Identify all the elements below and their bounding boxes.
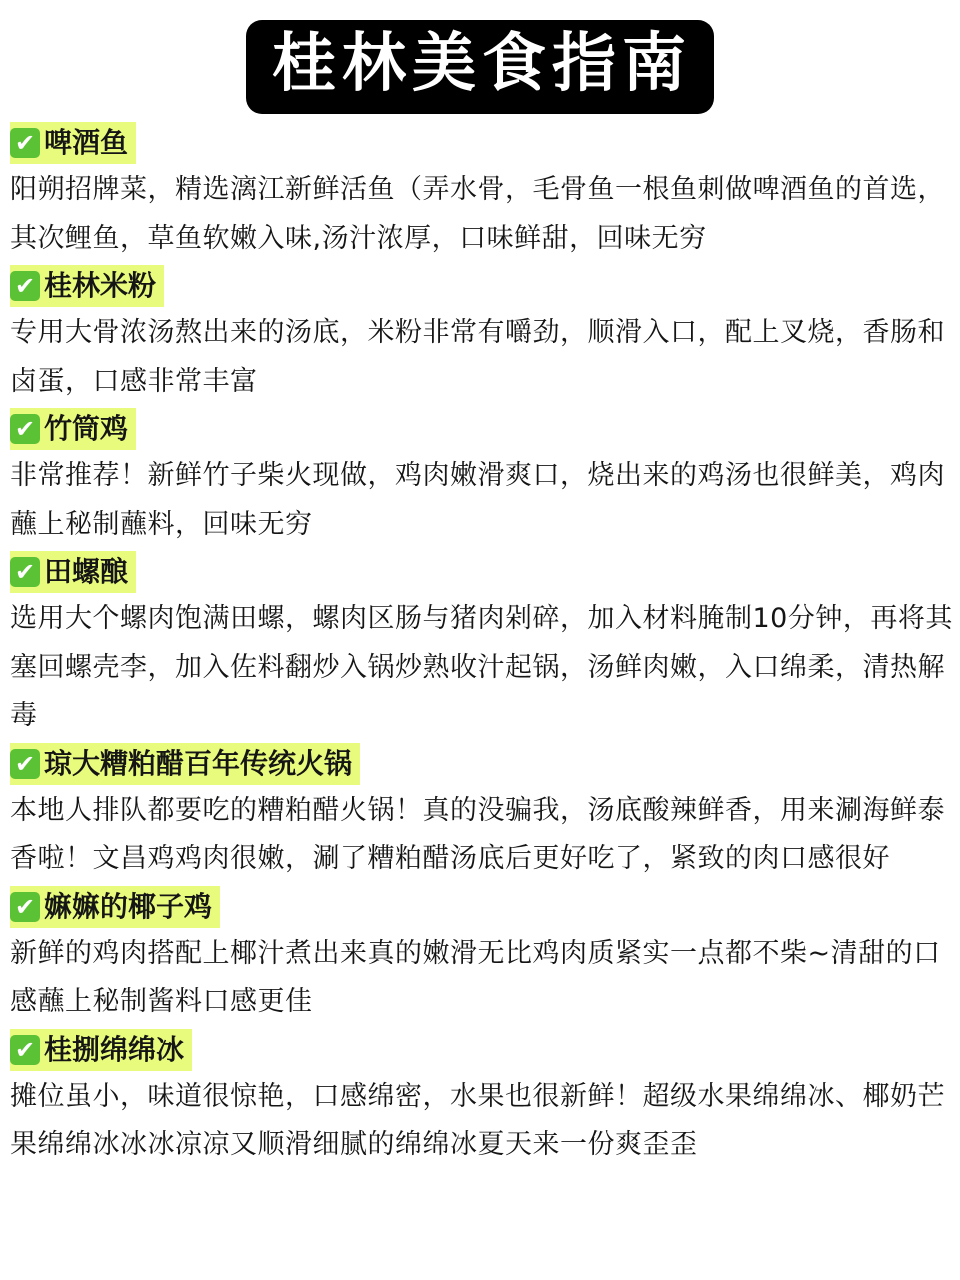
section-description: 非常推荐！新鲜竹子柴火现做，鸡肉嫩滑爽口，烧出来的鸡汤也很鲜美，鸡肉蘸上秘制蘸料，回味无穷 bbox=[10, 460, 945, 540]
section-description: 选用大个螺肉饱满田螺，螺肉区肠与猪肉剁碎，加入材料腌制10分钟，再将其塞回螺壳李，加入佐料翻炒入锅炒熟收汁起锅，汤鲜肉嫩，入口绵柔，清热解毒 bbox=[10, 603, 953, 731]
section-heading bbox=[10, 886, 220, 928]
section-heading bbox=[10, 551, 136, 593]
section-description: 新鲜的鸡肉搭配上椰汁煮出来真的嫩滑无比鸡肉质紧实一点都不柴~清甜的口感蘸上秘制酱料口感更佳 bbox=[10, 937, 941, 1017]
section-heading-label: 田螺酿 bbox=[44, 555, 129, 588]
section-heading bbox=[10, 743, 360, 785]
title-wrapper bbox=[0, 20, 960, 114]
section-heading bbox=[10, 122, 136, 164]
section-guilin-mifen bbox=[10, 265, 955, 406]
section-zhutongji bbox=[10, 408, 955, 549]
guide-content bbox=[10, 122, 955, 1172]
check-icon: ✔ bbox=[10, 128, 40, 158]
section-description: 阳朔招牌菜，精选漓江新鲜活鱼（弄水骨，毛骨鱼一根鱼刺做啤酒鱼的首选，其次鲤鱼，草鱼软嫩入味,汤汁浓厚，口味鲜甜，回味无穷 bbox=[10, 174, 945, 254]
section-pijiuyu bbox=[10, 122, 955, 263]
page-title: 桂林美食指南 bbox=[246, 20, 714, 114]
section-heading-label: 竹筒鸡 bbox=[44, 412, 129, 445]
section-mianmianbing bbox=[10, 1029, 955, 1170]
check-icon: ✔ bbox=[10, 271, 40, 301]
section-description: 摊位虽小，味道很惊艳，口感绵密，水果也很新鲜！超级水果绵绵冰、椰奶芒果绵绵冰冰冰凉凉又顺滑细腻的绵绵冰夏天来一份爽歪歪 bbox=[10, 1080, 945, 1160]
section-heading bbox=[10, 408, 136, 450]
section-heading bbox=[10, 1029, 192, 1071]
section-heading-label: 嫲嫲的椰子鸡 bbox=[44, 889, 213, 923]
check-icon: ✔ bbox=[10, 414, 40, 444]
section-heading bbox=[10, 265, 164, 307]
section-description: 本地人排队都要吃的糟粕醋火锅！真的没骗我，汤底酸辣鲜香，用来涮海鲜泰香啦！文昌鸡鸡肉很嫩，涮了糟粕醋汤底后更好吃了，紧致的肉口感很好 bbox=[10, 794, 945, 874]
check-icon: ✔ bbox=[10, 749, 40, 779]
section-heading-label: 琼大糟粕醋百年传统火锅 bbox=[44, 746, 353, 780]
section-coconut-chicken bbox=[10, 886, 955, 1027]
section-heading-label: 桂捌绵绵冰 bbox=[44, 1032, 185, 1066]
section-description: 专用大骨浓汤熬出来的汤底，米粉非常有嚼劲，顺滑入口，配上叉烧，香肠和卤蛋，口感非常丰富 bbox=[10, 317, 945, 397]
check-icon: ✔ bbox=[10, 1035, 40, 1065]
section-heading-label: 桂林米粉 bbox=[44, 269, 157, 302]
check-icon: ✔ bbox=[10, 892, 40, 922]
section-heading-label: 啤酒鱼 bbox=[44, 126, 129, 159]
section-zaopocu-hotpot bbox=[10, 743, 955, 884]
check-icon: ✔ bbox=[10, 557, 40, 587]
section-tianluoniang bbox=[10, 551, 955, 741]
